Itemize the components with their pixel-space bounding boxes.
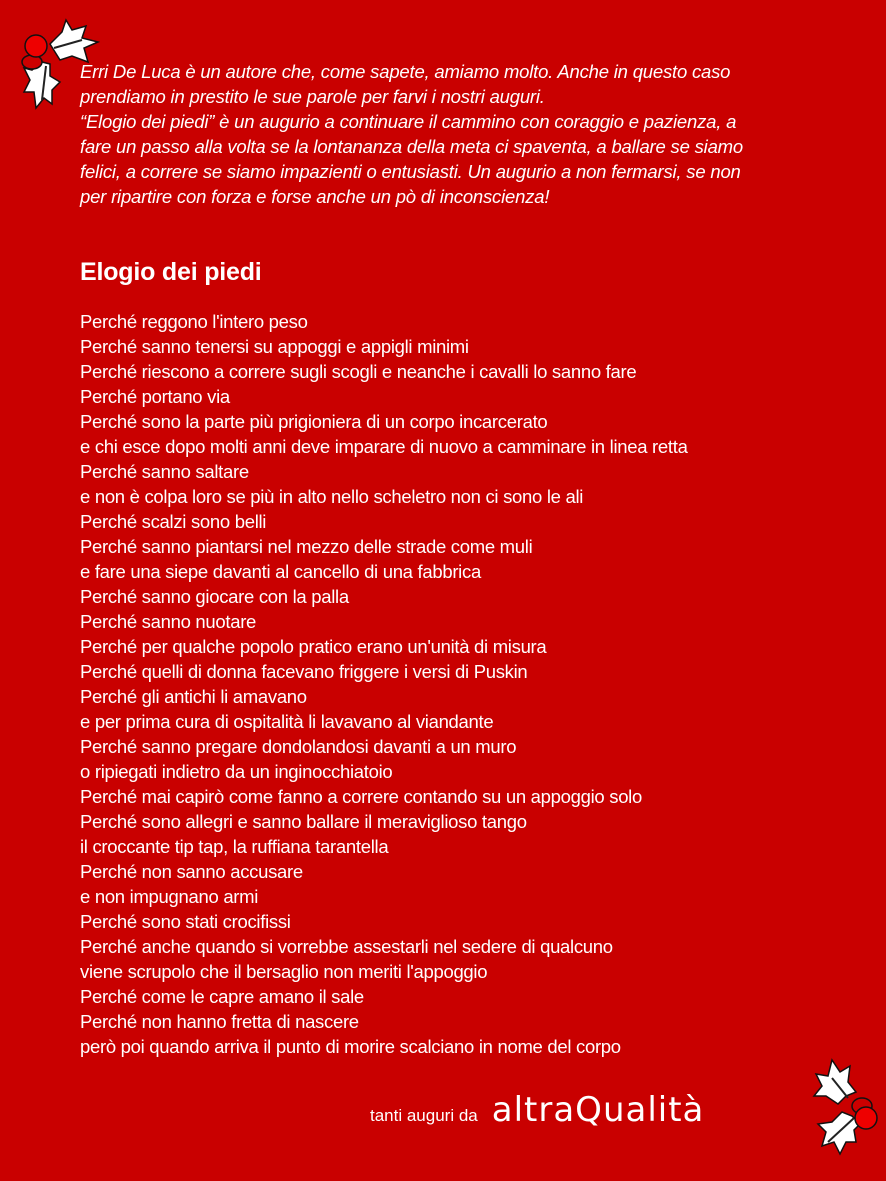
intro-line: Erri De Luca è un autore che, come sapete, amiamo molto. Anche in questo caso bbox=[80, 61, 731, 82]
poem-line: o ripiegati indietro da un inginocchiatoio bbox=[80, 761, 393, 782]
poem-line: Perché sanno nuotare bbox=[80, 611, 257, 632]
poem-line: il croccante tip tap, la ruffiana tarantella bbox=[80, 836, 389, 857]
holly-icon bbox=[792, 1052, 884, 1162]
poem-line: Perché per qualche popolo pratico erano un'unità di misura bbox=[80, 636, 547, 657]
poem-line: Perché portano via bbox=[80, 386, 230, 407]
poem-line: e fare una siepe davanti al cancello di una fabbrica bbox=[80, 561, 481, 582]
poem-line: e non è colpa loro se più in alto nello scheletro non ci sono le ali bbox=[80, 486, 584, 507]
poem-line: Perché non hanno fretta di nascere bbox=[80, 1011, 359, 1032]
signoff-text: tanti auguri da bbox=[370, 1106, 478, 1125]
poem-line: Perché gli antichi li amavano bbox=[80, 686, 307, 707]
poem-body bbox=[80, 309, 688, 1059]
brand-logo: altraQualità bbox=[491, 1090, 705, 1130]
poem-line: Perché scalzi sono belli bbox=[80, 511, 267, 532]
intro-line: felici, a correre se siamo impazienti o entusiasti. Un augurio a non fermarsi, se non bbox=[80, 161, 741, 182]
poem-line: Perché come le capre amano il sale bbox=[80, 986, 364, 1007]
poem-title: Elogio dei piedi bbox=[80, 258, 262, 286]
poem-line: Perché sanno giocare con la palla bbox=[80, 586, 349, 607]
poem-line: viene scrupolo che il bersaglio non meriti l'appoggio bbox=[80, 961, 488, 982]
poem-line: e per prima cura di ospitalità li lavavano al viandante bbox=[80, 711, 494, 732]
poem-line: Perché sono allegri e sanno ballare il meraviglioso tango bbox=[80, 811, 527, 832]
poem-line: Perché riescono a correre sugli scogli e neanche i cavalli lo sanno fare bbox=[80, 361, 637, 382]
intro-line: prendiamo in prestito le sue parole per farvi i nostri auguri. bbox=[80, 86, 545, 107]
poem-line: Perché reggono l'intero peso bbox=[80, 311, 308, 332]
poem-line: Perché sanno pregare dondolandosi davanti a un muro bbox=[80, 736, 517, 757]
poem-line: Perché sono stati crocifissi bbox=[80, 911, 291, 932]
poem-line: Perché non sanno accusare bbox=[80, 861, 303, 882]
poem-line: però poi quando arriva il punto di morire scalciano in nome del corpo bbox=[80, 1036, 621, 1057]
poem-line: Perché sanno tenersi su appoggi e appigli minimi bbox=[80, 336, 469, 357]
poem-line: e non impugnano armi bbox=[80, 886, 259, 907]
intro-line: per ripartire con forza e forse anche un pò di inconscienza! bbox=[80, 186, 550, 207]
intro-paragraph bbox=[80, 59, 840, 209]
poem-line: Perché anche quando si vorrebbe assestarli nel sedere di qualcuno bbox=[80, 936, 613, 957]
poem-line: Perché sanno saltare bbox=[80, 461, 249, 482]
signoff bbox=[370, 1090, 704, 1130]
intro-line: fare un passo alla volta se la lontananza della meta ci spaventa, a ballare se siamo bbox=[80, 136, 743, 157]
intro-line: “Elogio dei piedi” è un augurio a continuare il cammino con coraggio e pazienza, a bbox=[80, 111, 737, 132]
poem-line: Perché quelli di donna facevano friggere i versi di Puskin bbox=[80, 661, 528, 682]
poem-line: Perché sanno piantarsi nel mezzo delle strade come muli bbox=[80, 536, 533, 557]
poem-line: Perché mai capirò come fanno a correre contando su un appoggio solo bbox=[80, 786, 642, 807]
poem-line: Perché sono la parte più prigioniera di un corpo incarcerato bbox=[80, 411, 548, 432]
poem-line: e chi esce dopo molti anni deve imparare di nuovo a camminare in linea retta bbox=[80, 436, 688, 457]
